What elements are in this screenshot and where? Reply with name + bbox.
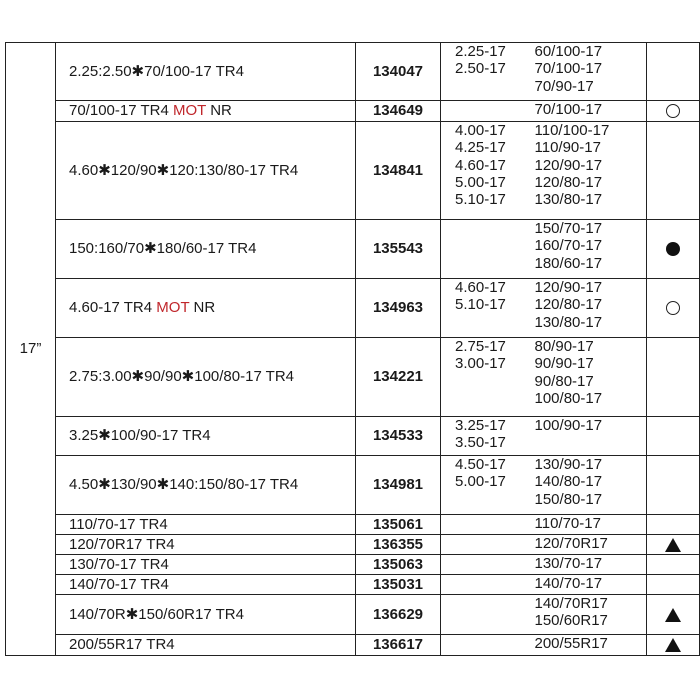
tyre-sizes	[531, 43, 647, 101]
mark-cell	[647, 417, 700, 456]
tyre-sizes	[531, 595, 647, 635]
triangle-icon	[665, 638, 681, 652]
tube-description	[56, 555, 356, 575]
rim-sizes	[441, 417, 531, 456]
rim-sizes	[441, 515, 531, 535]
tube-description	[56, 122, 356, 220]
catalog-row	[6, 417, 700, 456]
tyre-sizes	[531, 575, 647, 595]
tube-description	[56, 635, 356, 656]
mark-cell	[647, 575, 700, 595]
rim-size: 2.25-17	[455, 43, 506, 60]
product-code: 134047	[356, 43, 441, 101]
mark-cell	[647, 122, 700, 220]
description-text: 2.25:2.50✱70/100-17 TR4	[69, 62, 244, 80]
tyre-size: 110/90-17	[534, 139, 601, 157]
catalog-row	[6, 575, 700, 595]
catalog-row	[6, 279, 700, 338]
mark-cell	[647, 43, 700, 101]
mot-label: MOT	[156, 299, 190, 317]
tyre-size: 140/70-17	[534, 575, 603, 592]
catalog-row	[6, 43, 700, 101]
tube-catalog-table	[5, 42, 700, 656]
rim-size: 4.60-17	[455, 279, 506, 296]
nr-label: NR	[206, 102, 232, 120]
rim-size: 4.00-17	[455, 122, 506, 139]
product-code: 135063	[356, 555, 441, 575]
rim-size: 4.50-17	[455, 456, 506, 473]
tube-description	[56, 101, 356, 122]
triangle-icon	[665, 538, 681, 552]
mark-cell	[647, 101, 700, 122]
tyre-size: 110/100-17	[534, 122, 610, 139]
catalog-row	[6, 101, 700, 122]
rim-sizes	[441, 535, 531, 555]
tyre-size: 100/80-17	[534, 389, 603, 407]
tyre-size: 160/70-17	[534, 237, 603, 255]
tyre-size: 70/100-17	[534, 101, 603, 118]
rim-size: 4.60-17	[455, 156, 506, 174]
rim-sizes	[441, 595, 531, 635]
triangle-icon	[665, 608, 681, 622]
catalog-sheet	[5, 42, 700, 656]
product-code: 135061	[356, 515, 441, 535]
tyre-size: 60/100-17	[534, 43, 603, 60]
tyre-size: 100/90-17	[534, 417, 603, 434]
description-text: 2.75:3.00✱90/90✱100/80-17 TR4	[69, 368, 295, 386]
tyre-sizes	[531, 417, 647, 456]
description-text: 4.50✱130/90✱140:150/80-17 TR4	[69, 476, 299, 494]
description-text: 4.60✱120/90✱120:130/80-17 TR4	[69, 161, 299, 179]
catalog-row	[6, 220, 700, 279]
tyre-sizes	[531, 515, 647, 535]
mark-cell	[647, 515, 700, 535]
mark-cell	[647, 595, 700, 635]
tyre-sizes	[531, 338, 647, 417]
tyre-size: 130/90-17	[534, 456, 603, 473]
product-code: 134841	[356, 122, 441, 220]
description-text: 70/100-17 TR4	[69, 102, 173, 120]
rim-size: 5.00-17	[455, 473, 506, 491]
tyre-size: 120/70R17	[534, 535, 608, 552]
description-text: 120/70R17 TR4	[69, 535, 175, 553]
tube-description	[56, 575, 356, 595]
product-code: 135543	[356, 220, 441, 279]
tube-description	[56, 338, 356, 417]
tyre-sizes	[531, 279, 647, 338]
rim-sizes	[441, 43, 531, 101]
tyre-size: 120/80-17	[534, 173, 603, 191]
tyre-size: 120/80-17	[534, 296, 603, 314]
description-text: 3.25✱100/90-17 TR4	[69, 427, 211, 445]
rim-size: 4.25-17	[455, 139, 506, 157]
tyre-size: 70/100-17	[534, 60, 603, 78]
rim-sizes	[441, 279, 531, 338]
description-text: 140/70-17 TR4	[69, 575, 169, 593]
catalog-row	[6, 555, 700, 575]
tube-description	[56, 417, 356, 456]
tyre-sizes	[531, 555, 647, 575]
rim-size: 2.50-17	[455, 60, 506, 78]
tyre-sizes	[531, 635, 647, 656]
product-code: 134649	[356, 101, 441, 122]
tyre-size: 120/90-17	[534, 279, 603, 296]
catalog-row	[6, 122, 700, 220]
description-text: 110/70-17 TR4	[69, 515, 168, 533]
catalog-row	[6, 456, 700, 515]
mark-cell	[647, 635, 700, 656]
tyre-size: 80/90-17	[534, 338, 594, 355]
tyre-size: 130/80-17	[534, 313, 603, 331]
rim-sizes	[441, 555, 531, 575]
catalog-row	[6, 595, 700, 635]
description-text: 150:160/70✱180/60-17 TR4	[69, 240, 257, 258]
rim-sizes	[441, 635, 531, 656]
catalog-row	[6, 535, 700, 555]
mark-cell	[647, 220, 700, 279]
product-code: 134963	[356, 279, 441, 338]
rim-sizes	[441, 220, 531, 279]
catalog-body	[6, 43, 700, 656]
product-code: 134981	[356, 456, 441, 515]
rim-size: 5.10-17	[455, 296, 506, 314]
mark-cell	[647, 338, 700, 417]
description-text: 130/70-17 TR4	[69, 555, 169, 573]
tyre-size: 140/80-17	[534, 473, 603, 491]
catalog-row	[6, 338, 700, 417]
tube-description	[56, 220, 356, 279]
mark-cell	[647, 555, 700, 575]
tyre-sizes	[531, 122, 647, 220]
tyre-sizes	[531, 101, 647, 122]
rim-sizes	[441, 101, 531, 122]
mark-cell	[647, 456, 700, 515]
description-text: 140/70R✱150/60R17 TR4	[69, 605, 244, 623]
description-text: 200/55R17 TR4	[69, 636, 175, 654]
tube-description	[56, 535, 356, 555]
rim-sizes	[441, 338, 531, 417]
description-text: 4.60-17 TR4	[69, 299, 157, 317]
tyre-size: 140/70R17	[534, 595, 608, 612]
tube-description	[56, 43, 356, 101]
rim-size: 3.00-17	[455, 355, 506, 373]
tube-description	[56, 515, 356, 535]
mark-cell	[647, 279, 700, 338]
rim-size: 5.10-17	[455, 191, 506, 209]
open-circle-icon	[666, 301, 680, 315]
rim-sizes	[441, 456, 531, 515]
tyre-size: 150/70-17	[534, 220, 603, 237]
product-code: 136617	[356, 635, 441, 656]
rim-size: 2.75-17	[455, 338, 506, 355]
rim-size: 3.25-17	[455, 417, 506, 434]
catalog-row	[6, 515, 700, 535]
tyre-sizes	[531, 456, 647, 515]
rim-sizes	[441, 122, 531, 220]
rim-size-label: 17”	[6, 43, 56, 656]
product-code: 134221	[356, 338, 441, 417]
mark-cell	[647, 535, 700, 555]
product-code: 135031	[356, 575, 441, 595]
tyre-size: 200/55R17	[534, 635, 608, 652]
product-code: 136629	[356, 595, 441, 635]
tyre-size: 150/80-17	[534, 490, 603, 508]
tyre-size: 130/70-17	[534, 555, 603, 572]
tyre-size: 70/90-17	[534, 77, 594, 95]
tyre-size: 130/80-17	[534, 191, 603, 209]
tyre-sizes	[531, 220, 647, 279]
tube-description	[56, 595, 356, 635]
tyre-size: 150/60R17	[534, 612, 608, 630]
rim-size: 3.50-17	[455, 434, 506, 452]
tube-description	[56, 456, 356, 515]
open-circle-icon	[666, 104, 680, 118]
product-code: 134533	[356, 417, 441, 456]
tyre-size: 180/60-17	[534, 254, 603, 272]
tyre-size: 90/80-17	[534, 372, 594, 390]
tube-description	[56, 279, 356, 338]
mot-label: MOT	[172, 102, 207, 120]
product-code: 136355	[356, 535, 441, 555]
filled-circle-icon	[666, 242, 680, 256]
catalog-row	[6, 635, 700, 656]
nr-label: NR	[189, 299, 216, 317]
rim-size: 5.00-17	[455, 173, 506, 191]
tyre-sizes	[531, 535, 647, 555]
tyre-size: 110/70-17	[534, 515, 601, 532]
tyre-size: 90/90-17	[534, 355, 594, 373]
tyre-size: 120/90-17	[534, 156, 603, 174]
rim-sizes	[441, 575, 531, 595]
